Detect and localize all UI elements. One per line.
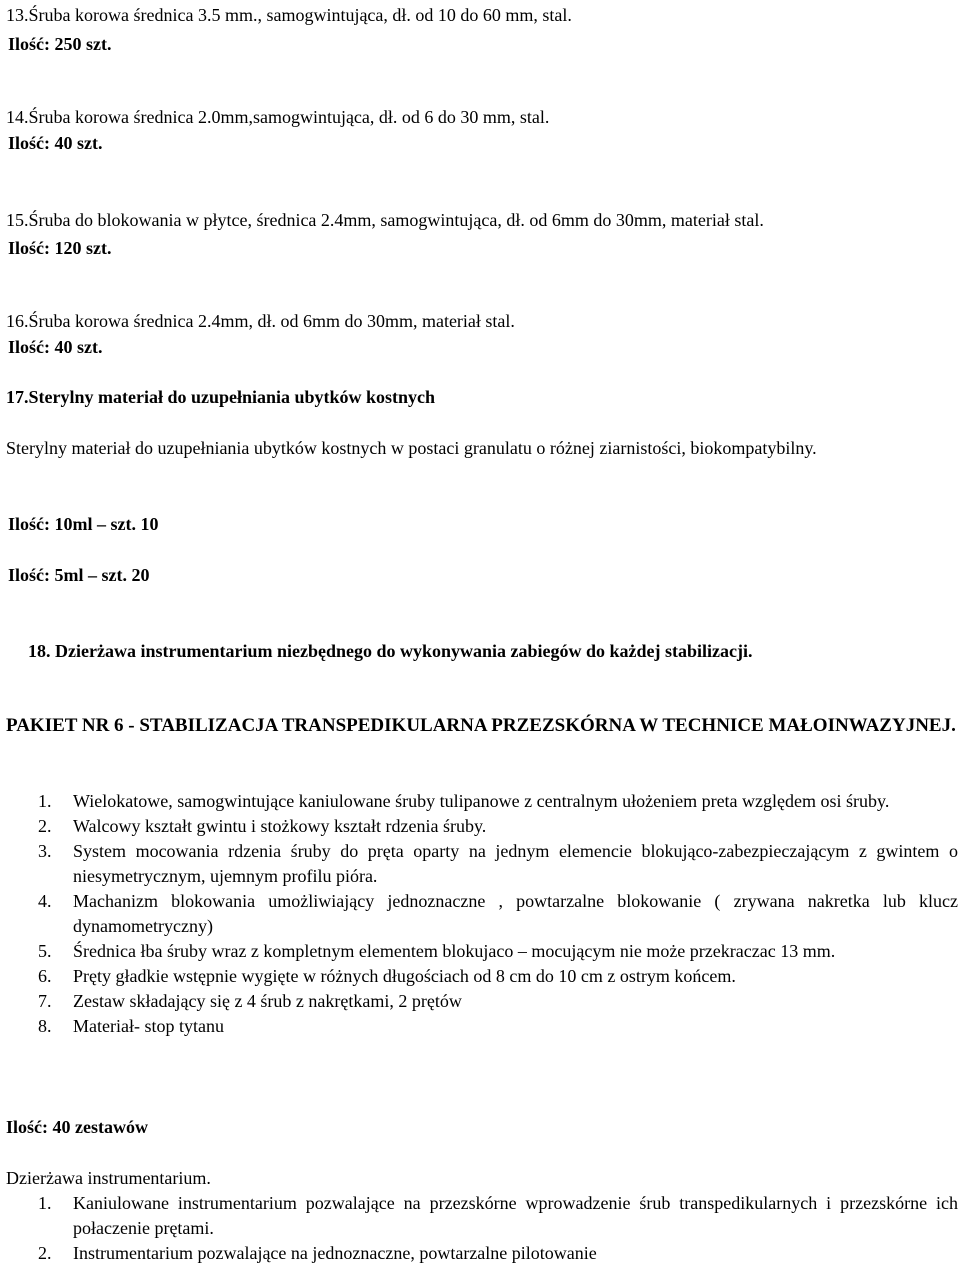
item-17-quantity-5ml: Ilość: 5ml – szt. 20 [8,565,150,585]
item-17-title: 17.Sterylny materiał do uzupełniania ubytków kostnych [6,387,436,407]
list-item: 7. Zestaw składający się z 4 śrub z nakrętkami, 2 prętów [38,991,462,1011]
item-13-quantity: Ilość: 250 szt. [8,34,112,54]
list-item: 8. Materiał- stop tytanu [38,1016,224,1036]
list-item: 6. Pręty gładkie wstępnie wygięte w różnych długościach od 8 cm do 10 cm z ostrym końcem. [38,966,736,986]
item-14-quantity: Ilość: 40 szt. [8,133,103,153]
list-item: 4. Machanizm blokowania umożliwiający jednoznaczne , powtarzalne blokowanie ( zrywana nakretka lub klucz dynamometryczny) [38,891,958,936]
list-item: 2. Walcowy kształt gwintu i stożkowy kształt rdzenia śruby. [38,816,487,836]
instrumentarium-title: Dzierżawa instrumentarium. [6,1168,211,1188]
package-6-requirements-list [6,789,958,1039]
item-16-quantity: Ilość: 40 szt. [8,337,103,357]
item-17-description: Sterylny materiał do uzupełniania ubytków kostnych w postaci granulatu o różnej ziarnistości, biokompatybilny. [6,438,817,458]
item-18-title: 18. Dzierżawa instrumentarium niezbędnego do wykonywania zabiegów do każdej stabilizacji. [28,641,753,661]
item-14-description: 14.Śruba korowa średnica 2.0mm,samogwintująca, dł. od 6 do 30 mm, stal. [6,107,550,127]
instrumentarium-list [6,1191,958,1266]
item-15-description: 15.Śruba do blokowania w płytce, średnica 2.4mm, samogwintująca, dł. od 6mm do 30mm, materiał stal. [6,210,764,230]
package-6-quantity: Ilość: 40 zestawów [6,1117,148,1137]
item-16-description: 16.Śruba korowa średnica 2.4mm, dł. od 6mm do 30mm, materiał stal. [6,311,515,331]
list-item: 2. Instrumentarium pozwalające na jednoznaczne, powtarzalne pilotowanie [38,1243,597,1263]
package-6-heading: PAKIET NR 6 - STABILIZACJA TRANSPEDIKULARNA PRZEZSKÓRNA W TECHNICE MAŁOINWAZYJNEJ. [6,715,956,736]
list-item: 1. Kaniulowane instrumentarium pozwalające na przezskórne wprowadzenie śrub transpedikularnych i przezskórne ich połaczenie prętami. [38,1193,958,1238]
list-item: 5. Średnica łba śruby wraz z kompletnym elementem blokujaco – mocującym nie może przekraczac 13 mm. [38,941,836,961]
item-17-quantity-10ml: Ilość: 10ml – szt. 10 [8,514,159,534]
list-item: 3. System mocowania rdzenia śruby do pręta oparty na jednym elemencie blokująco-zabezpieczającym z gwintem o niesymetrycznym, ujemnym profilu pióra. [38,841,958,886]
list-item: 1. Wielokatowe, samogwintujące kaniulowane śruby tulipanowe z centralnym ułożeniem preta względem osi śruby. [38,791,890,811]
item-13-description: 13.Śruba korowa średnica 3.5 mm., samogwintująca, dł. od 10 do 60 mm, stal. [6,5,572,25]
item-15-quantity: Ilość: 120 szt. [8,238,112,258]
